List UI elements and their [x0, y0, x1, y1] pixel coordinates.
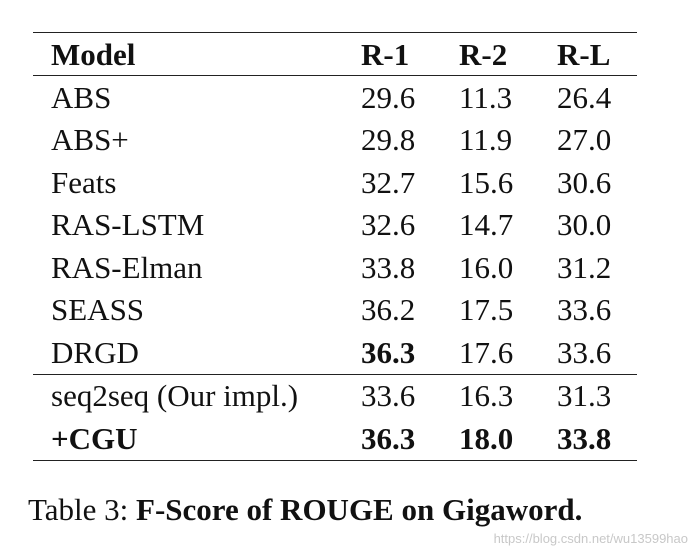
cell-r1: 32.7 [361, 164, 416, 200]
table-row [33, 289, 637, 332]
caption-label: Table 3: [28, 492, 129, 527]
cell-r2: 17.6 [459, 334, 514, 370]
cell-model: RAS-Elman [51, 249, 203, 285]
header-model: Model [33, 33, 361, 76]
cell-rl: 31.2 [557, 249, 612, 285]
header-row [33, 33, 637, 76]
cell-r1: 36.2 [361, 292, 416, 328]
cell-r2: 17.5 [459, 292, 514, 328]
cell-r2: 11.3 [459, 79, 513, 115]
table-row [33, 417, 637, 460]
cell-model: ABS+ [51, 122, 129, 158]
table-row [33, 246, 637, 289]
cell-r2: 15.6 [459, 164, 514, 200]
cell-rl: 33.6 [557, 334, 612, 370]
cell-rl: 27.0 [557, 122, 612, 158]
cell-model: ABS [51, 79, 112, 115]
table-row [33, 331, 637, 374]
cell-model: seq2seq (Our impl.) [33, 374, 361, 417]
cell-r1: 33.6 [361, 374, 459, 417]
table-row [33, 161, 637, 204]
cell-model: Feats [51, 164, 117, 200]
header-r1: R-1 [361, 33, 459, 76]
header-rl: R-L [557, 33, 637, 76]
cell-r2: 16.0 [459, 249, 514, 285]
cell-rl: 31.3 [557, 374, 637, 417]
cell-rl-best: 33.8 [557, 417, 637, 460]
cell-rl: 33.6 [557, 292, 612, 328]
cell-r1: 33.8 [361, 249, 416, 285]
cell-r2: 14.7 [459, 207, 514, 243]
cell-r1: 32.6 [361, 207, 416, 243]
cell-r2: 16.3 [459, 374, 557, 417]
cell-rl: 26.4 [557, 79, 612, 115]
table-row [33, 76, 637, 119]
header-r2: R-2 [459, 33, 557, 76]
results-table [33, 32, 637, 461]
watermark: https://blog.csdn.net/wu13599hao [493, 531, 688, 546]
cell-model-ours: +CGU [33, 417, 361, 460]
cell-model: SEASS [51, 292, 145, 328]
table-row [33, 374, 637, 417]
table-caption [28, 494, 582, 525]
cell-r1: 29.6 [361, 79, 416, 115]
cell-r2: 11.9 [459, 122, 513, 158]
cell-model: RAS-LSTM [51, 207, 205, 243]
cell-rl: 30.0 [557, 207, 612, 243]
cell-rl: 30.6 [557, 164, 612, 200]
table-row [33, 119, 637, 162]
table-row [33, 204, 637, 247]
cell-r2-best: 18.0 [459, 417, 557, 460]
cell-r1-best: 36.3 [361, 417, 459, 460]
cell-r1-best: 36.3 [361, 334, 416, 370]
caption-text: F-Score of ROUGE on Gigaword. [136, 492, 583, 527]
cell-r1: 29.8 [361, 122, 416, 158]
cell-model: DRGD [51, 334, 139, 370]
